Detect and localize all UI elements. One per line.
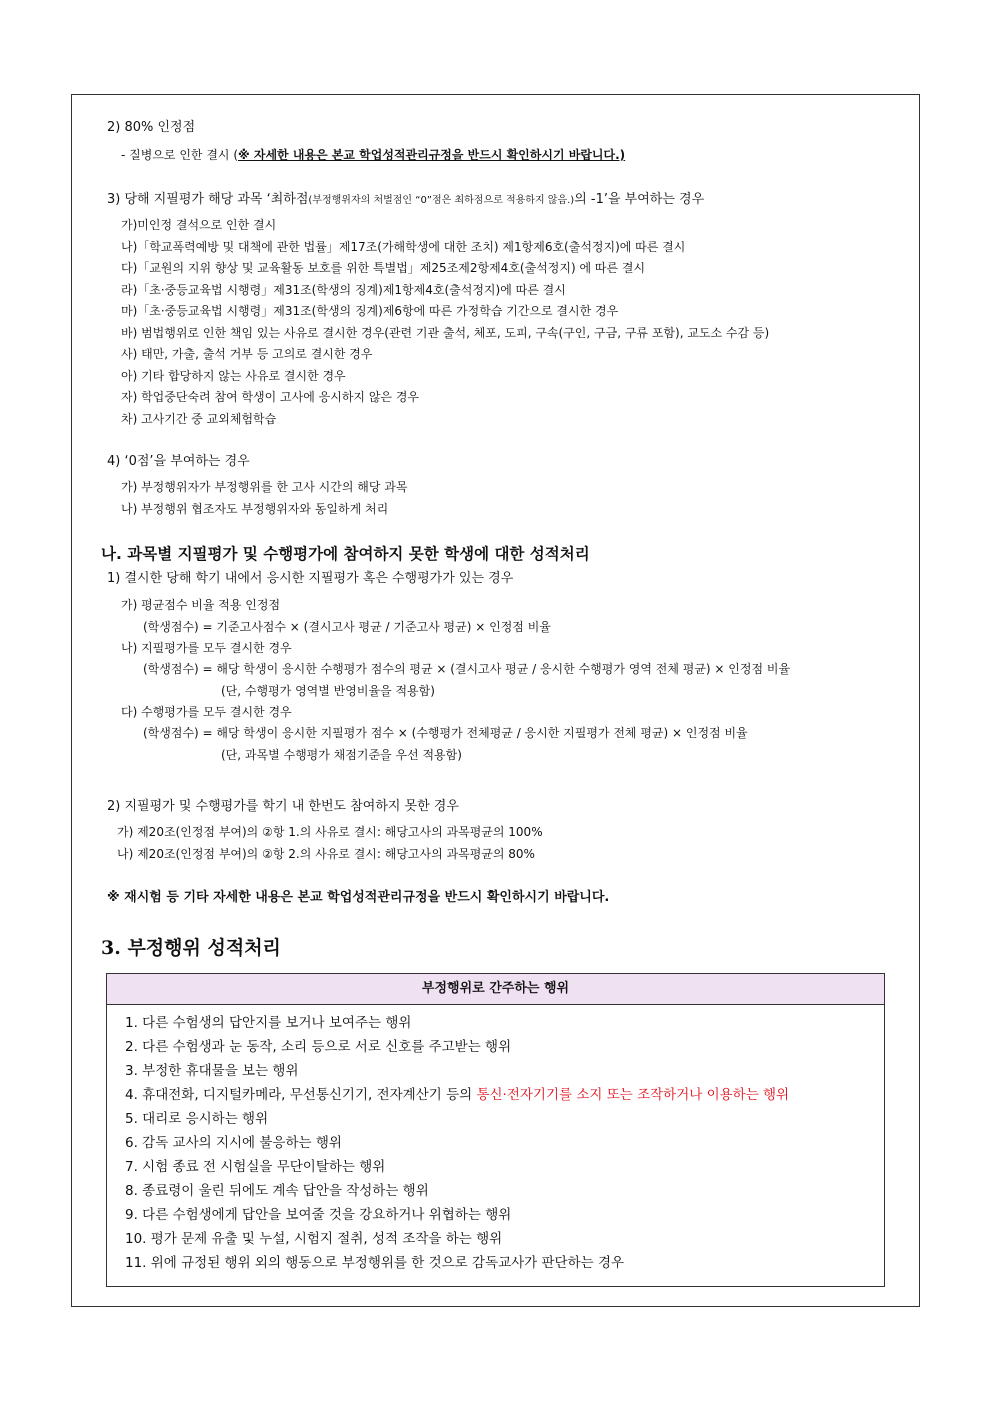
s3-item: 마)「초·중등교육법 시행령」제31조(학생의 징계)제6항에 따른 가정학습 기간으로 결시한 경우: [121, 304, 619, 318]
s2-title: 2) 80% 인정점: [107, 120, 196, 135]
list-item: 10. 평가 문제 유출 및 누설, 시험지 절취, 성적 조작을 하는 행위: [125, 1231, 503, 1247]
na-heading: 나. 과목별 지필평가 및 수행평가에 참여하지 못한 학생에 대한 성적처리: [101, 545, 590, 563]
s4-item: 나) 부정행위 협조자도 부정행위자와 동일하게 처리: [121, 502, 389, 516]
s3-item: 나)「학교폭력예방 및 대책에 관한 법률」제17조(가해학생에 대한 조치) 제1항제6호(출석정지)에 따른 결시: [121, 240, 686, 254]
s3-item: 바) 범법행위로 인한 책임 있는 사유로 결시한 경우(관련 기관 출석, 체포, 도피, 구속(구인, 구금, 구류 포함), 교도소 수감 등): [121, 326, 770, 340]
s2-line: - 질병으로 인한 결시 (※ 자세한 내용은 본교 학업성적관리규정을 반드시 확인하시기 바랍니다.): [121, 148, 626, 162]
list-item: 7. 시험 종료 전 시험실을 무단이탈하는 행위: [125, 1159, 386, 1175]
s3-item: 사) 태만, 가출, 출석 거부 등 고의로 결시한 경우: [121, 347, 373, 361]
list-item: 6. 감독 교사의 지시에 불응하는 행위: [125, 1135, 342, 1151]
na-b-note: (단, 수행평가 영역별 반영비율을 적용함): [221, 684, 435, 698]
s3-item: 차) 고사기간 중 교외체험학습: [121, 412, 277, 426]
na-p2: 2) 지필평가 및 수행평가를 학기 내 한번도 참여하지 못한 경우: [107, 799, 459, 814]
na-p1: 1) 결시한 당해 학기 내에서 응시한 지필평가 혹은 수행평가가 있는 경우: [107, 571, 514, 586]
highlight-text: 통신·전자기기를 소지 또는 조작하거나 이용하는 행위: [476, 1087, 790, 1103]
list-item: 2. 다른 수험생과 눈 동작, 소리 등으로 서로 신호를 주고받는 행위: [125, 1039, 512, 1055]
na-c: 다) 수행평가를 모두 결시한 경우: [121, 705, 292, 719]
list-item: 3. 부정한 휴대물을 보는 행위: [125, 1063, 299, 1079]
list-item: 1. 다른 수험생의 답안지를 보거나 보여주는 행위: [125, 1015, 412, 1031]
s3-item: 아) 기타 합당하지 않는 사유로 결시한 경우: [121, 369, 346, 383]
s4-item: 가) 부정행위자가 부정행위를 한 고사 시간의 해당 과목: [121, 480, 408, 494]
na-p2-a: 가) 제20조(인정점 부여)의 ②항 1.의 사유로 결시: 해당고사의 과목평균의 100%: [117, 825, 543, 839]
list-item: 4. 휴대전화, 디지털카메라, 무선통신기기, 전자계산기 등의 통신·전자기기를 소지 또는 조작하거나 이용하는 행위: [125, 1087, 790, 1103]
s3-item: 라)「초·중등교육법 시행령」제31조(학생의 징계)제1항제4호(출석정지)에 따른 결시: [121, 283, 566, 297]
s3-item: 다)「교원의 지위 향상 및 교육활동 보호를 위한 특별법」제25조제2항제4호(출석정지) 에 따른 결시: [121, 261, 646, 275]
na-a-formula: (학생점수) = 기준고사점수 × (결시고사 평균 / 기준고사 평균) × 인정점 비율: [143, 620, 551, 634]
cheating-acts-header: 부정행위로 간주하는 행위: [107, 974, 884, 1005]
cheating-acts-table: [106, 973, 885, 1287]
na-p2-b: 나) 제20조(인정점 부여)의 ②항 2.의 사유로 결시: 해당고사의 과목평균의 80%: [117, 847, 535, 861]
s4-title: 4) ‘0점’을 부여하는 경우: [107, 454, 250, 469]
na-a: 가) 평균점수 비율 적용 인정점: [121, 598, 281, 612]
na-note: ※ 재시험 등 기타 자세한 내용은 본교 학업성적관리규정을 반드시 확인하시기 바랍니다.: [107, 890, 610, 905]
list-item: 8. 종료령이 울린 뒤에도 계속 답안을 작성하는 행위: [125, 1183, 429, 1199]
sec3-heading: 3. 부정행위 성적처리: [101, 937, 281, 959]
list-item: 11. 위에 규정된 행위 외의 행동으로 부정행위를 한 것으로 감독교사가 판단하는 경우: [125, 1255, 625, 1271]
s3-item: 자) 학업중단숙려 참여 학생이 고사에 응시하지 않은 경우: [121, 390, 420, 404]
list-item: 9. 다른 수험생에게 답안을 보여줄 것을 강요하거나 위협하는 행위: [125, 1207, 512, 1223]
list-item: 5. 대리로 응시하는 행위: [125, 1111, 269, 1127]
na-c-formula: (학생점수) = 해당 학생이 응시한 지필평가 점수 × (수행평가 전체평균 / 응시한 지필평가 전체 평균) × 인정점 비율: [143, 726, 748, 740]
s3-item: 가)미인정 결석으로 인한 결시: [121, 218, 277, 232]
na-c-note: (단, 과목별 수행평가 채점기준을 우선 적용함): [221, 748, 462, 762]
s3-title: 3) 당해 지필평가 해당 과목 ‘최하점(부정행위자의 처벌점인 “0”점은 최하점으로 적용하지 않음.)의 -1’을 부여하는 경우: [107, 192, 705, 207]
na-b-formula: (학생점수) = 해당 학생이 응시한 수행평가 점수의 평균 × (결시고사 평균 / 응시한 수행평가 영역 전체 평균) × 인정점 비율: [143, 662, 791, 676]
na-b: 나) 지필평가를 모두 결시한 경우: [121, 641, 292, 655]
